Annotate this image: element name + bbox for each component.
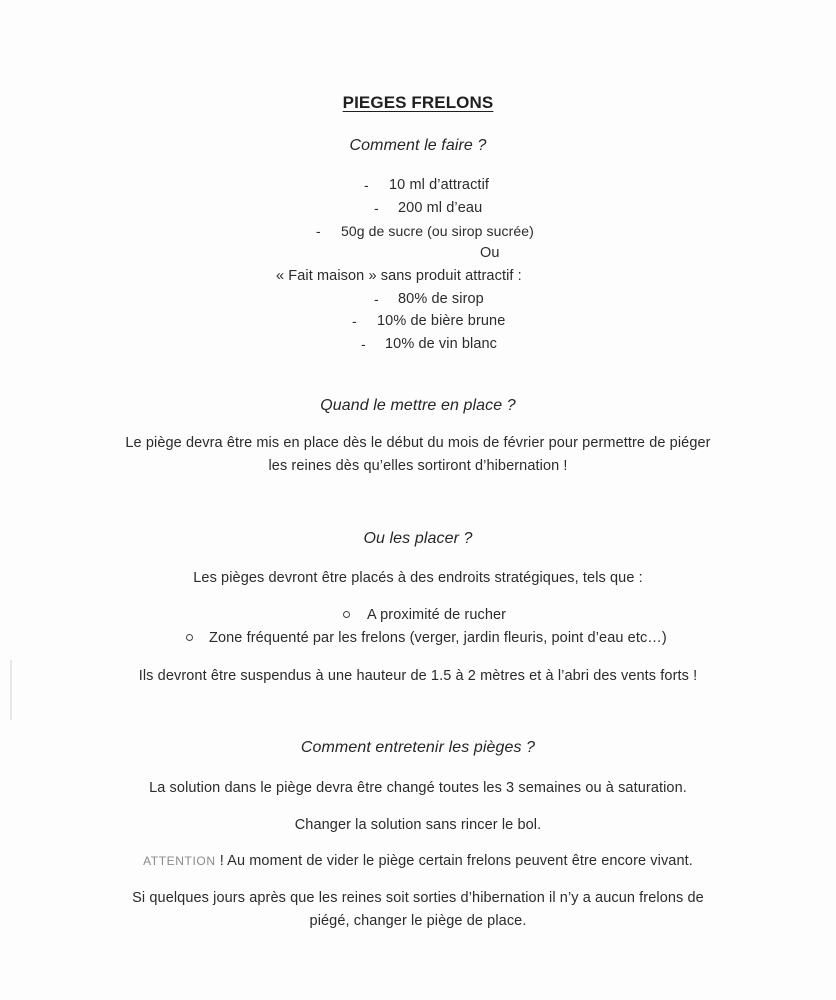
paragraph-line: Le piège devra être mis en place dès le début du mois de février pour permettre de piéger <box>125 435 711 451</box>
list-item: 10 ml d’attractif <box>389 177 490 193</box>
or-separator: Ou <box>480 245 500 261</box>
list-dash: - <box>374 200 379 216</box>
paragraph-line: La solution dans le piège devra être changé toutes les 3 semaines ou à saturation. <box>149 780 687 796</box>
list-item: 10% de vin blanc <box>385 336 498 352</box>
list-item: 80% de sirop <box>398 291 484 307</box>
paragraph-line: Ils devront être suspendus à une hauteur de 1.5 à 2 mètres et à l’abri des vents forts ! <box>138 668 698 684</box>
section-heading-where: Ou les placer ? <box>363 530 473 547</box>
list-item: 200 ml d’eau <box>398 200 483 216</box>
attention-label: ATTENTION <box>143 854 216 868</box>
bullet-icon <box>186 634 193 641</box>
list-dash: - <box>352 313 357 329</box>
paragraph-line: piégé, changer le piège de place. <box>309 913 527 929</box>
paragraph-line: Si quelques jours après que les reines soit sorties d’hibernation il n’y a aucun frelons de <box>132 890 704 906</box>
paragraph-line: les reines dès qu’elles sortiront d’hibernation ! <box>268 458 568 474</box>
section-heading-when: Quand le mettre en place ? <box>320 397 516 414</box>
section-heading-how-to-make: Comment le faire ? <box>349 137 487 154</box>
scan-artifact <box>10 660 12 720</box>
bullet-item: Zone fréquenté par les frelons (verger, jardin fleuris, point d’eau etc…) <box>209 630 667 646</box>
homemade-intro: « Fait maison » sans produit attractif : <box>276 268 522 284</box>
list-item: 10% de bière brune <box>377 313 506 329</box>
section-heading-maintenance: Comment entretenir les pièges ? <box>300 739 536 756</box>
paragraph-line: Changer la solution sans rincer le bol. <box>294 817 542 833</box>
attention-text: ! Au moment de vider le piège certain frelons peuvent être encore vivant. <box>215 853 693 869</box>
list-dash: - <box>316 223 321 239</box>
list-dash: - <box>374 291 379 307</box>
document-title: PIEGES FRELONS <box>342 93 494 112</box>
list-item: 50g de sucre (ou sirop sucrée) <box>341 223 534 239</box>
bullet-icon <box>343 611 350 618</box>
attention-paragraph <box>0 852 836 870</box>
list-dash: - <box>364 177 369 193</box>
list-dash: - <box>361 336 366 352</box>
paragraph-line: Les pièges devront être placés à des endroits stratégiques, tels que : <box>193 570 643 586</box>
bullet-item: A proximité de rucher <box>367 607 507 623</box>
